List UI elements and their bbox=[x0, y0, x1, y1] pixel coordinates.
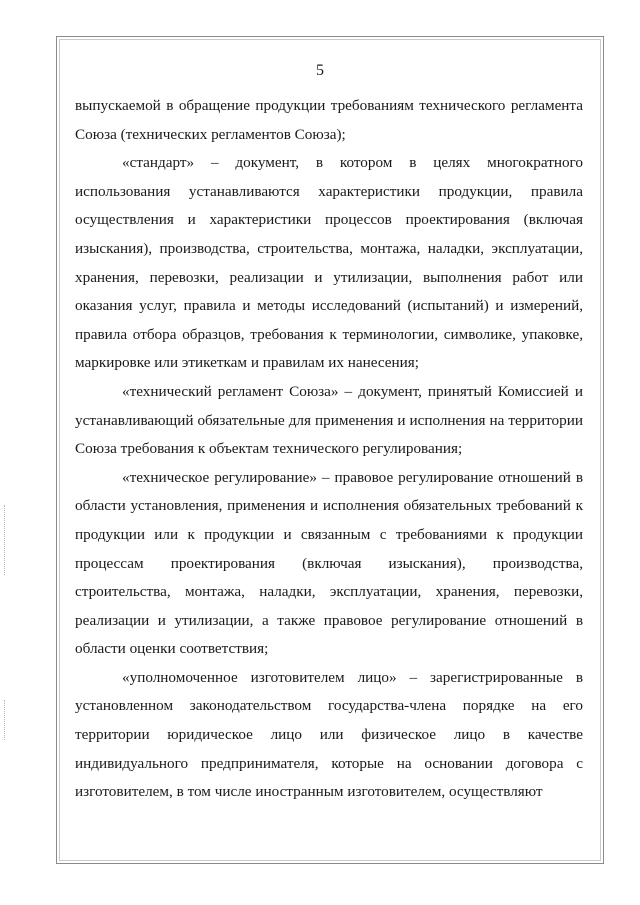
paragraph-definition-technical-regulation: «технический регламент Союза» – документ, принятый Комиссией и устанавливающий обязательные для применения и исполнения на территории Союза требования к объектам технического регулирования; bbox=[75, 382, 583, 458]
paragraph-definition-authorized-person: «уполномоченное изготовителем лицо» – зарегистрированные в установленном законодательством государства-члена порядке на его территории юридическое лицо или физическое лицо в качестве индивидуального предпринимателя, которые на основании договора с изготовителем, в том числе иностранным изготовителем, осуществляют bbox=[75, 668, 583, 801]
scan-margin-marks bbox=[4, 505, 7, 575]
scan-margin-marks-lower bbox=[4, 700, 7, 740]
paragraph-definition-standard: «стандарт» – документ, в котором в целях многократного использования устанавливаются характеристики продукции, правила осуществления и характеристики процессов проектирования (включая изыскания), производства, строительства, монтажа, наладки, эксплуатации, хранения, перевозки, реализации и утилизации, выполнения работ или оказания услуг, правила и методы исследований (испытаний) и измерений, правила отбора образцов, требования к терминологии, символике, упаковке, маркировке или этикеткам и правилам их нанесения; bbox=[75, 154, 583, 372]
paragraph-continuation: выпускаемой в обращение продукции требованиям технического регламента Союза (технических регламентов Союза); bbox=[75, 97, 583, 143]
page-number: 5 bbox=[316, 62, 324, 79]
paragraph-definition-technical-regulating: «техническое регулирование» – правовое регулирование отношений в области установления, применения и исполнения обязательных требований к продукции или к продукции и связанным с требованиями к продукции процессам проектирования (включая изыскания), производства, строительства, монтажа, наладки, эксплуатации, хранения, перевозки, реализации и утилизации, а также правовое регулирование отношений в области оценки соответствия; bbox=[75, 468, 583, 658]
document-body bbox=[75, 92, 583, 807]
